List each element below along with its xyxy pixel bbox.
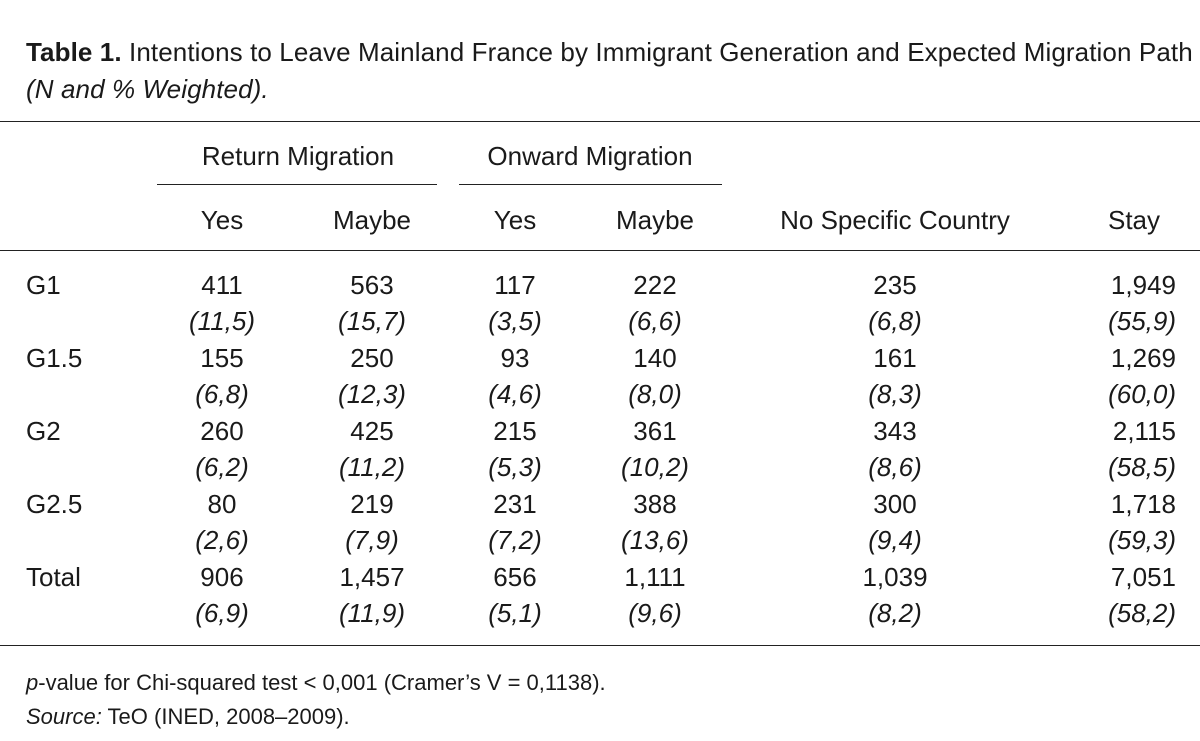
cell-percent: (11,5) <box>189 306 255 336</box>
cell-count: 140 <box>633 343 677 373</box>
cell-percent: (7,9) <box>345 525 399 555</box>
cell-count: 231 <box>493 489 537 519</box>
column-header-1: Maybe <box>332 205 412 235</box>
footnote-source <box>26 702 350 732</box>
cell-count: 2,115 <box>1112 416 1176 446</box>
row-label: G2 <box>26 416 61 446</box>
cell-count: 1,457 <box>339 562 405 592</box>
column-header-5: Stay <box>1107 205 1161 235</box>
cell-count: 656 <box>493 562 537 592</box>
group-rule-return <box>157 184 437 185</box>
cell-percent: (6,9) <box>195 598 249 628</box>
group-header-onward: Onward Migration <box>487 141 693 171</box>
row-label: G2.5 <box>26 489 83 519</box>
column-header-0: Yes <box>200 205 244 235</box>
cell-percent: (9,6) <box>628 598 682 628</box>
cell-count: 425 <box>350 416 394 446</box>
cell-percent: (60,0) <box>1108 379 1176 409</box>
footnote-source-label: Source: <box>26 704 102 729</box>
row-label: Total <box>26 562 81 592</box>
cell-percent: (11,9) <box>339 598 405 628</box>
cell-count: 1,111 <box>624 562 686 592</box>
cell-percent: (10,2) <box>621 452 689 482</box>
top-rule <box>0 121 1200 122</box>
row-label: G1 <box>26 270 61 300</box>
cell-count: 411 <box>201 270 243 300</box>
cell-percent: (59,3) <box>1108 525 1176 555</box>
group-header-return: Return Migration <box>201 141 395 171</box>
cell-count: 563 <box>350 270 394 300</box>
table-title-text: Intentions to Leave Mainland France by Immigrant Generation and Expected Migration Path <box>129 37 1193 67</box>
cell-count: 215 <box>493 416 537 446</box>
table-title-subtitle: (N and % Weighted). <box>26 74 269 104</box>
cell-percent: (15,7) <box>338 306 406 336</box>
cell-count: 161 <box>873 343 917 373</box>
cell-count: 219 <box>350 489 394 519</box>
table-title <box>26 34 1196 108</box>
cell-count: 361 <box>633 416 677 446</box>
cell-percent: (4,6) <box>488 379 542 409</box>
cell-count: 1,039 <box>862 562 928 592</box>
cell-percent: (8,6) <box>868 452 922 482</box>
cell-percent: (7,2) <box>488 525 542 555</box>
row-label: G1.5 <box>26 343 83 373</box>
cell-count: 155 <box>200 343 244 373</box>
cell-percent: (8,3) <box>868 379 922 409</box>
column-header-3: Maybe <box>615 205 695 235</box>
cell-percent: (6,8) <box>195 379 249 409</box>
cell-percent: (13,6) <box>621 525 689 555</box>
group-rule-onward <box>459 184 722 185</box>
cell-percent: (11,2) <box>339 452 405 482</box>
cell-percent: (6,6) <box>628 306 682 336</box>
cell-percent: (58,5) <box>1108 452 1176 482</box>
cell-count: 906 <box>200 562 244 592</box>
cell-count: 1,949 <box>1110 270 1176 300</box>
table-number: Table 1. <box>26 37 122 67</box>
cell-percent: (6,2) <box>195 452 249 482</box>
cell-percent: (6,8) <box>868 306 922 336</box>
cell-count: 93 <box>500 343 530 373</box>
cell-count: 250 <box>350 343 394 373</box>
footnote-p-var: p <box>26 670 39 695</box>
cell-percent: (12,3) <box>338 379 406 409</box>
cell-count: 388 <box>633 489 677 519</box>
cell-count: 117 <box>494 270 536 300</box>
cell-percent: (5,3) <box>488 452 542 482</box>
cell-count: 300 <box>873 489 917 519</box>
cell-count: 222 <box>633 270 677 300</box>
footnote-pvalue <box>26 668 606 698</box>
cell-count: 260 <box>200 416 244 446</box>
column-header-2: Yes <box>493 205 537 235</box>
cell-percent: (8,0) <box>628 379 682 409</box>
cell-percent: (5,1) <box>488 598 542 628</box>
cell-count: 235 <box>873 270 917 300</box>
cell-percent: (55,9) <box>1108 306 1176 336</box>
header-rule <box>0 250 1200 251</box>
cell-percent: (3,5) <box>488 306 542 336</box>
cell-percent: (58,2) <box>1108 598 1176 628</box>
cell-count: 7,051 <box>1110 562 1176 592</box>
cell-count: 80 <box>207 489 237 519</box>
cell-percent: (9,4) <box>868 525 922 555</box>
cell-percent: (2,6) <box>195 525 249 555</box>
cell-count: 1,718 <box>1110 489 1176 519</box>
cell-count: 343 <box>873 416 917 446</box>
cell-count: 1,269 <box>1110 343 1176 373</box>
bottom-rule <box>0 645 1200 646</box>
footnote-source-text: TeO (INED, 2008–2009). <box>101 704 350 729</box>
column-header-4: No Specific Country <box>780 205 1010 235</box>
cell-percent: (8,2) <box>868 598 922 628</box>
footnote-pvalue-text: -value for Chi-squared test < 0,001 (Cramer’s V = 0,1138). <box>38 670 606 695</box>
